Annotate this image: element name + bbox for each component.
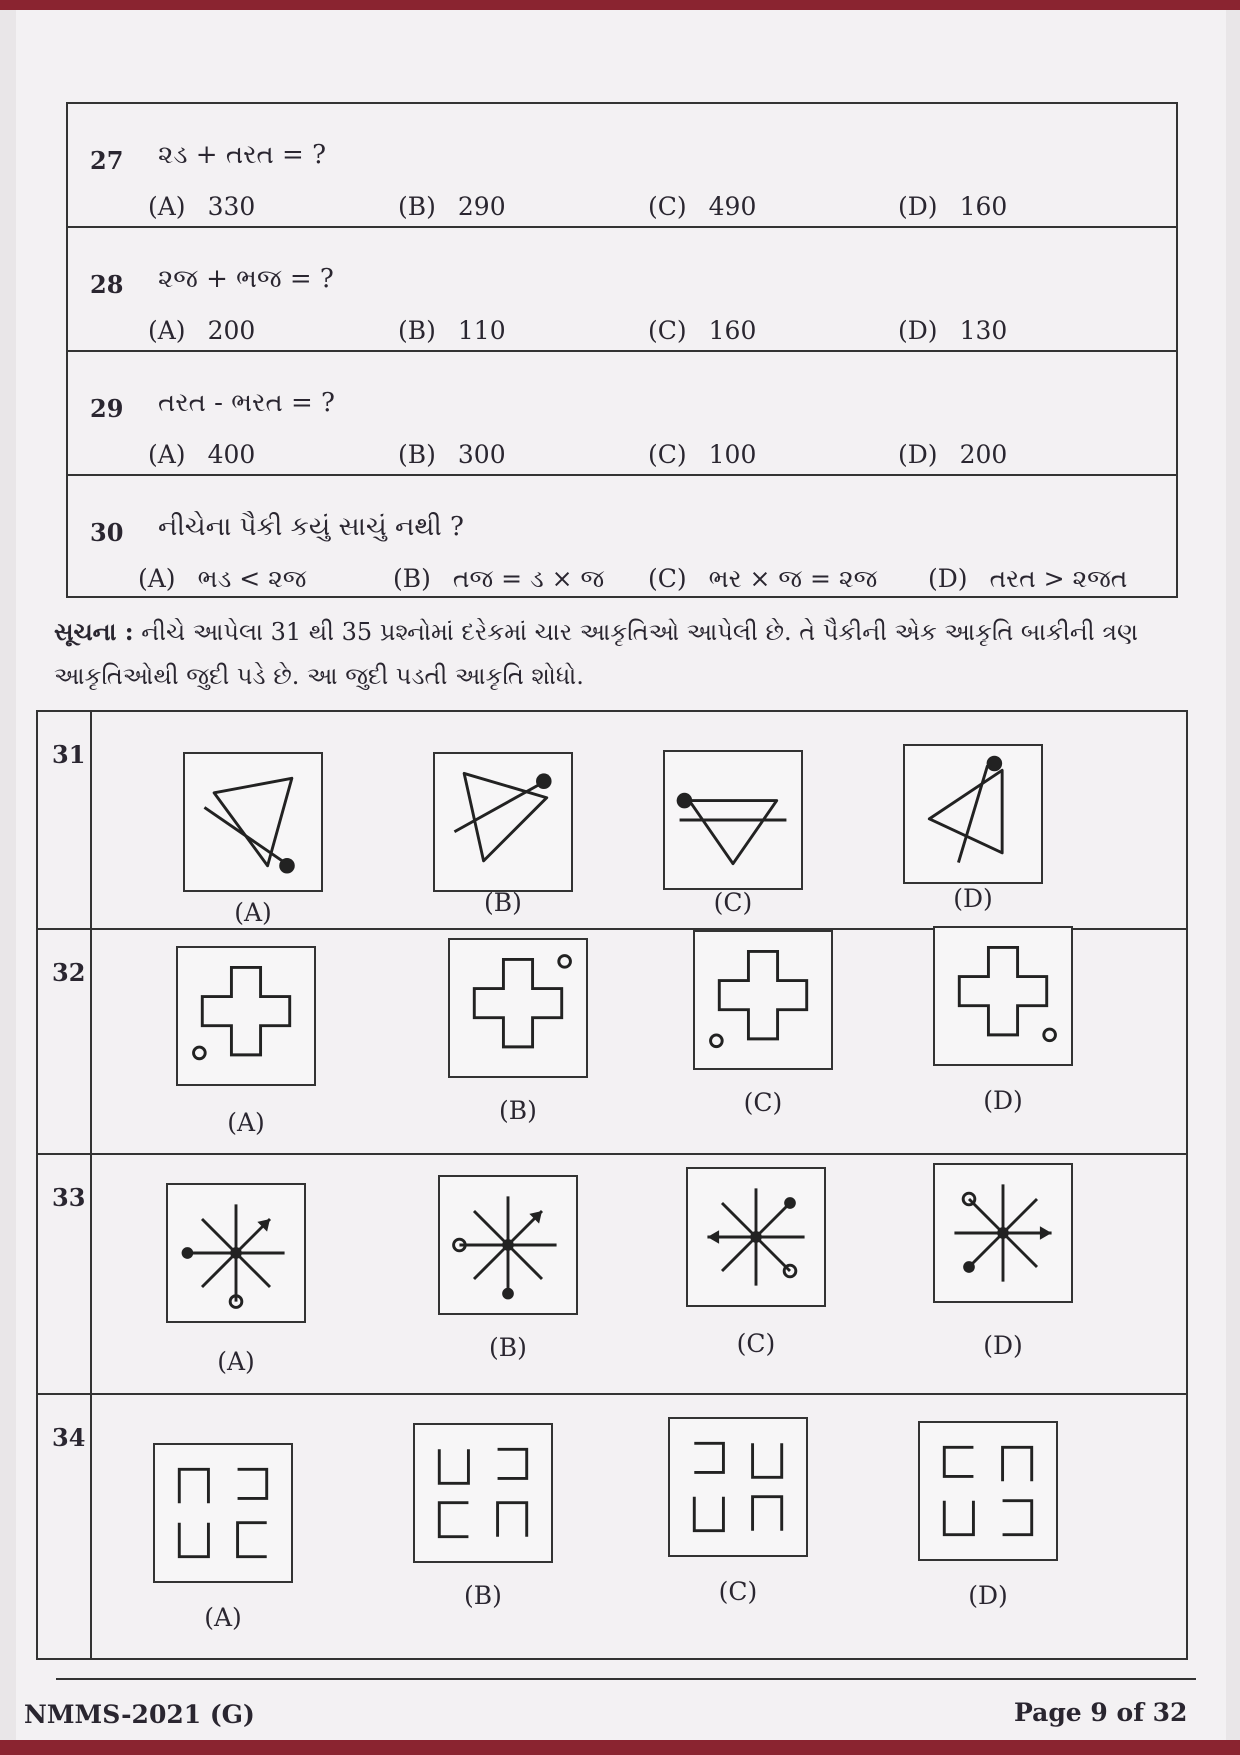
option-c[interactable] <box>648 316 756 345</box>
option-label: (B) <box>398 192 436 221</box>
bottom-edge <box>0 1740 1240 1755</box>
figure-33-b[interactable] <box>438 1175 578 1315</box>
option-label: (B) <box>398 440 436 469</box>
question-31 <box>38 712 1186 930</box>
option-value: 200 <box>959 440 1008 469</box>
question-number: 30 <box>90 518 124 547</box>
option-label: (C) <box>648 440 687 469</box>
option-d[interactable] <box>898 316 1007 345</box>
footer-exam-code: NMMS-2021 (G) <box>24 1700 255 1729</box>
caption-c: (C) <box>718 1577 758 1606</box>
star-figure-icon <box>168 1185 304 1321</box>
question-34 <box>38 1395 1186 1658</box>
option-value: 290 <box>457 192 506 221</box>
bracket-figure-icon <box>155 1445 291 1581</box>
option-value: 130 <box>959 316 1008 345</box>
figure-34-a[interactable] <box>153 1443 293 1583</box>
option-label: (D) <box>898 440 938 469</box>
caption-a: (A) <box>217 1347 255 1376</box>
figure-31-a[interactable] <box>183 752 323 892</box>
caption-d: (D) <box>983 1331 1023 1360</box>
option-d[interactable] <box>928 564 1127 594</box>
triangle-figure-icon <box>435 754 571 890</box>
figure-31-c[interactable] <box>663 750 803 890</box>
option-d[interactable] <box>898 192 1007 221</box>
caption-d: (D) <box>983 1086 1023 1115</box>
option-value: 330 <box>207 192 256 221</box>
option-value: 200 <box>207 316 256 345</box>
question-number: 29 <box>90 394 124 423</box>
bracket-figure-icon <box>415 1425 551 1561</box>
cross-figure-icon <box>178 948 314 1084</box>
question-number: 32 <box>52 958 86 987</box>
option-a[interactable] <box>148 440 255 469</box>
star-figure-icon <box>440 1177 576 1313</box>
caption-b: (B) <box>499 1096 537 1125</box>
question-33 <box>38 1155 1186 1395</box>
triangle-figure-icon <box>905 746 1041 882</box>
option-label: (C) <box>648 316 687 345</box>
star-figure-icon <box>935 1165 1071 1301</box>
figure-32-c[interactable] <box>693 930 833 1070</box>
caption-b: (B) <box>484 888 522 917</box>
option-label: (A) <box>148 316 186 345</box>
option-value: 100 <box>708 440 757 469</box>
caption-d: (D) <box>968 1581 1008 1610</box>
figure-34-d[interactable] <box>918 1421 1058 1561</box>
option-c[interactable] <box>648 192 756 221</box>
question-stem: નીચેના પૈકી કયું સાચું નથી ? <box>158 512 464 542</box>
option-a[interactable] <box>138 564 306 594</box>
question-30 <box>68 476 1176 596</box>
option-value: તજ = ડ × જ <box>452 564 605 593</box>
option-c[interactable] <box>648 564 877 594</box>
option-value: 160 <box>708 316 757 345</box>
caption-c: (C) <box>743 1088 783 1117</box>
caption-c: (C) <box>713 888 753 917</box>
option-b[interactable] <box>398 440 506 469</box>
option-value: ભર × જ = ૨જ <box>708 564 878 593</box>
question-stem: તરત - ભરત = ? <box>158 388 335 418</box>
figure-32-b[interactable] <box>448 938 588 1078</box>
caption-b: (B) <box>464 1581 502 1610</box>
question-27 <box>68 104 1176 228</box>
option-b[interactable] <box>393 564 604 594</box>
figure-31-d[interactable] <box>903 744 1043 884</box>
option-value: 110 <box>457 316 506 345</box>
option-value: 160 <box>959 192 1008 221</box>
question-28 <box>68 228 1176 352</box>
figure-31-b[interactable] <box>433 752 573 892</box>
figure-32-d[interactable] <box>933 926 1073 1066</box>
question-29 <box>68 352 1176 476</box>
caption-a: (A) <box>204 1603 242 1632</box>
instruction-note <box>54 610 1194 698</box>
question-32 <box>38 930 1186 1155</box>
option-d[interactable] <box>898 440 1007 469</box>
option-label: (D) <box>928 564 968 593</box>
question-number: 33 <box>52 1183 86 1212</box>
caption-a: (A) <box>234 898 272 927</box>
option-value: તરત > ૨જત <box>989 564 1128 593</box>
caption-d: (D) <box>953 884 993 913</box>
options <box>148 316 1158 348</box>
instruction-prefix: સૂચના : <box>54 617 134 646</box>
option-label: (A) <box>148 440 186 469</box>
figure-34-b[interactable] <box>413 1423 553 1563</box>
figure-table-31-34 <box>36 710 1188 1660</box>
option-value: ભડ < ૨જ <box>197 564 307 593</box>
option-label: (D) <box>898 192 938 221</box>
cross-figure-icon <box>450 940 586 1076</box>
option-value: 490 <box>708 192 757 221</box>
caption-a: (A) <box>227 1108 265 1137</box>
instruction-text: નીચે આપેલા 31 થી 35 પ્રશ્નોમાં દરેકમાં ચાર આકૃતિઓ આપેલી છે. તે પૈકીની એક આકૃતિ બાકીની ત્રણ આકૃતિઓથી જુદી પડે છે. આ જુદી પડતી આકૃતિ શોધો. <box>54 618 1138 690</box>
option-label: (B) <box>398 316 436 345</box>
option-a[interactable] <box>148 192 255 221</box>
question-table-27-30 <box>66 102 1178 598</box>
option-label: (C) <box>648 192 687 221</box>
option-c[interactable] <box>648 440 756 469</box>
footer-page-number: Page 9 of 32 <box>1014 1698 1188 1727</box>
bracket-figure-icon <box>920 1423 1056 1559</box>
figure-32-a[interactable] <box>176 946 316 1086</box>
option-label: (C) <box>648 564 687 593</box>
option-label: (A) <box>138 564 176 593</box>
options <box>138 564 1148 596</box>
question-number: 34 <box>52 1423 86 1452</box>
option-b[interactable] <box>398 316 506 345</box>
cross-figure-icon <box>695 932 831 1068</box>
question-number: 27 <box>90 146 124 175</box>
figure-33-c[interactable] <box>686 1167 826 1307</box>
figure-34-c[interactable] <box>668 1417 808 1557</box>
triangle-figure-icon <box>665 752 801 888</box>
exam-page <box>16 10 1226 1740</box>
caption-c: (C) <box>736 1329 776 1358</box>
question-stem: ૨જ + ભજ = ? <box>158 264 334 294</box>
option-value: 400 <box>207 440 256 469</box>
figure-33-d[interactable] <box>933 1163 1073 1303</box>
top-edge <box>0 0 1240 10</box>
option-value: 300 <box>457 440 506 469</box>
bracket-figure-icon <box>670 1419 806 1555</box>
triangle-figure-icon <box>185 754 321 890</box>
footer-rule <box>56 1678 1196 1680</box>
option-label: (D) <box>898 316 938 345</box>
question-number: 31 <box>52 740 86 769</box>
option-a[interactable] <box>148 316 255 345</box>
caption-b: (B) <box>489 1333 527 1362</box>
options <box>148 440 1158 472</box>
option-label: (A) <box>148 192 186 221</box>
cross-figure-icon <box>935 928 1071 1064</box>
options <box>148 192 1158 224</box>
question-stem: ૨ડ + તરત = ? <box>158 140 327 170</box>
option-label: (B) <box>393 564 431 593</box>
figure-33-a[interactable] <box>166 1183 306 1323</box>
star-figure-icon <box>688 1169 824 1305</box>
option-b[interactable] <box>398 192 506 221</box>
question-number: 28 <box>90 270 124 299</box>
